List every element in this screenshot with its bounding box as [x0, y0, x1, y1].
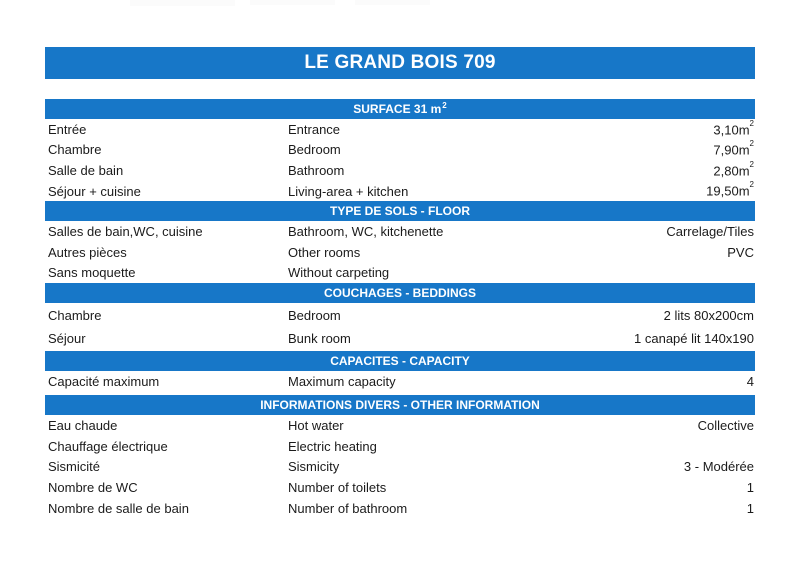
row-value: $19,50m^2$ [706, 180, 754, 199]
row-value: $3,10m^2$ [713, 118, 754, 137]
superscript: 2 [749, 139, 754, 149]
row-value: $2,80m^2$ [713, 159, 754, 179]
row-label-fr: Salles de bain,WC, cuisine [48, 224, 203, 240]
row-label-en: Bunk room [288, 331, 351, 347]
row-label-fr: Nombre de WC [48, 479, 138, 495]
scan-artifact [355, 0, 430, 5]
table-row [45, 242, 755, 263]
row-label-fr: Séjour + cuisine [48, 183, 141, 199]
superscript: 2 [749, 159, 754, 169]
table-row [45, 327, 755, 351]
row-value: Carrelage/Tiles [666, 224, 754, 240]
row-label-fr: Autres pièces [48, 244, 127, 260]
row-value: Collective [697, 418, 754, 434]
row-label-fr: Chambre [48, 307, 102, 323]
section-header-capacity [45, 351, 755, 371]
row-label-fr: Chambre [48, 142, 102, 158]
table-row [45, 140, 755, 161]
row-value: 1 [746, 500, 754, 516]
row-value: 1 [746, 479, 754, 495]
superscript: 2 [749, 118, 754, 128]
row-label-en: Entrance [288, 121, 341, 137]
section-beddings [45, 283, 755, 351]
row-value: 2 lits 80x200cm [663, 307, 754, 323]
scan-artifact [250, 0, 335, 5]
section-header-label: COUCHAGES - BEDDINGS [323, 286, 476, 301]
table-row [45, 457, 755, 478]
section-header-label: INFORMATIONS DIVERS - OTHER INFORMATION [260, 398, 540, 413]
row-label-fr: Eau chaude [48, 418, 118, 434]
section-header-floor [45, 201, 755, 221]
row-label-en: Number of toilets [288, 479, 387, 495]
scan-artifact [130, 0, 235, 6]
section-header-label: SURFACE 31 m [353, 102, 442, 116]
row-value: 1 canapé lit 140x190 [634, 331, 754, 347]
superscript: 2 [442, 100, 447, 110]
row-label-fr: Capacité maximum [48, 373, 160, 389]
table-row [45, 498, 755, 519]
row-value: 4 [746, 373, 754, 389]
section-capacity [45, 351, 755, 392]
section-floor [45, 201, 755, 283]
row-label-fr: Salle de bain [48, 162, 124, 178]
row-label-fr: Entrée [48, 121, 87, 137]
section-header-label: CAPACITES - CAPACITY [330, 353, 470, 368]
section-header-label: TYPE DE SOLS - FLOOR [329, 204, 470, 219]
row-label-fr: Nombre de salle de bain [48, 500, 189, 516]
table-row [45, 160, 755, 181]
row-label-en: Hot water [288, 418, 344, 434]
row-label-en: Without carpeting [288, 265, 390, 281]
row-label-en: Electric heating [288, 438, 377, 454]
row-label-en: Bathroom, WC, kitchenette [288, 224, 444, 240]
page-title: LE GRAND BOIS 709 [45, 47, 755, 79]
superscript: 2 [749, 180, 754, 190]
row-label-en: Bathroom [288, 162, 345, 178]
row-value: $7,90m^2$ [713, 139, 754, 158]
table-row [45, 436, 755, 457]
section-surface [45, 99, 755, 201]
row-value: PVC [727, 244, 754, 260]
table-row [45, 477, 755, 498]
section-other-information [45, 395, 755, 518]
section-header-beddings [45, 283, 755, 303]
row-label-en: Living-area + kitchen [288, 183, 409, 199]
table-row [45, 119, 755, 140]
sheet-content [45, 47, 755, 518]
table-row [45, 303, 755, 327]
table-row [45, 371, 755, 392]
row-label-en: Sismicity [288, 459, 340, 475]
row-label-fr: Séjour [48, 331, 86, 347]
table-row [45, 181, 755, 202]
table-row [45, 221, 755, 242]
section-header-other-information [45, 395, 755, 415]
row-label-en: Other rooms [288, 244, 361, 260]
table-row [45, 415, 755, 436]
row-label-fr: Sismicité [48, 459, 101, 475]
row-label-en: Number of bathroom [288, 500, 408, 516]
row-label-en: Maximum capacity [288, 373, 396, 389]
row-label-fr: Chauffage électrique [48, 438, 168, 454]
row-label-en: Bedroom [288, 142, 341, 158]
row-value: 3 - Modérée [683, 459, 754, 475]
row-label-en: Bedroom [288, 307, 341, 323]
section-header-surface [45, 99, 755, 119]
row-label-fr: Sans moquette [48, 265, 136, 281]
table-row [45, 263, 755, 284]
